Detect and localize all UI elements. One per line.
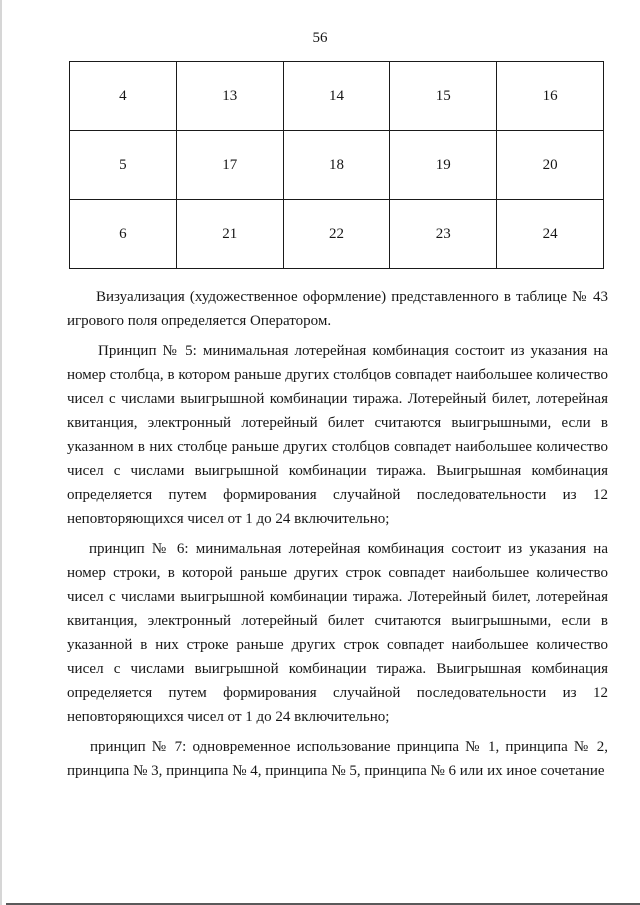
table-cell: 14 (283, 62, 390, 131)
table-cell: 17 (176, 131, 283, 200)
body-text (67, 285, 608, 783)
paragraph-visualization: Визуализация (художественное оформление) представленного в таблице № 43 игрового поля определяется Оператором. (67, 289, 608, 329)
table-cell: 16 (497, 62, 604, 131)
table-cell: 23 (390, 200, 497, 269)
table-cell: 6 (70, 200, 177, 269)
table-cell: 4 (70, 62, 177, 131)
table-cell: 13 (176, 62, 283, 131)
page-number: 56 (312, 30, 328, 46)
table-cell: 5 (70, 131, 177, 200)
paragraph-principle-5: Принцип № 5: минимальная лотерейная комбинация состоит из указания на номер столбца, в котором раньше других столбцов совпадет наибольшее количество чисел с числами выигрышной комбинации тиража. Лотерейный билет, лотерейная квитанция, электронный лотерейный билет считаются выигрышными, если в указанном в них столбце раньше других столбцов совпадет наибольшее количество чисел с числами выигрышной комбинации тиража. Выигрышная комбинация определяется путем формирования случайной последовательности из 12 неповторяющихся чисел от 1 до 24 включительно; (67, 343, 608, 527)
table-row (70, 131, 604, 200)
paragraph-principle-6: принцип № 6: минимальная лотерейная комбинация состоит из указания на номер строки, в которой раньше других строк совпадет наибольшее количество чисел с числами выигрышной комбинации тиража. Лотерейный билет, лотерейная квитанция, электронный лотерейный билет считаются выигрышными, если в указанной в них строке раньше других строк совпадет наибольшее количество чисел с числами выигрышной комбинации тиража. Выигрышная комбинация определяется путем формирования случайной последовательности из 12 неповторяющихся чисел от 1 до 24 включительно; (67, 541, 608, 725)
table-cell: 19 (390, 131, 497, 200)
table-row (70, 200, 604, 269)
paragraph-principle-7: принцип № 7: одновременное использование принципа № 1, принципа № 2, принципа № 3, принципа № 4, принципа № 5, принципа № 6 или их иное сочетание (67, 739, 608, 779)
table-cell: 18 (283, 131, 390, 200)
game-field-table (69, 61, 604, 269)
table-cell: 21 (176, 200, 283, 269)
scan-edge-shadow (0, 0, 2, 905)
table-cell: 24 (497, 200, 604, 269)
table-row (70, 62, 604, 131)
table-cell: 20 (497, 131, 604, 200)
table-cell: 22 (283, 200, 390, 269)
table-cell: 15 (390, 62, 497, 131)
